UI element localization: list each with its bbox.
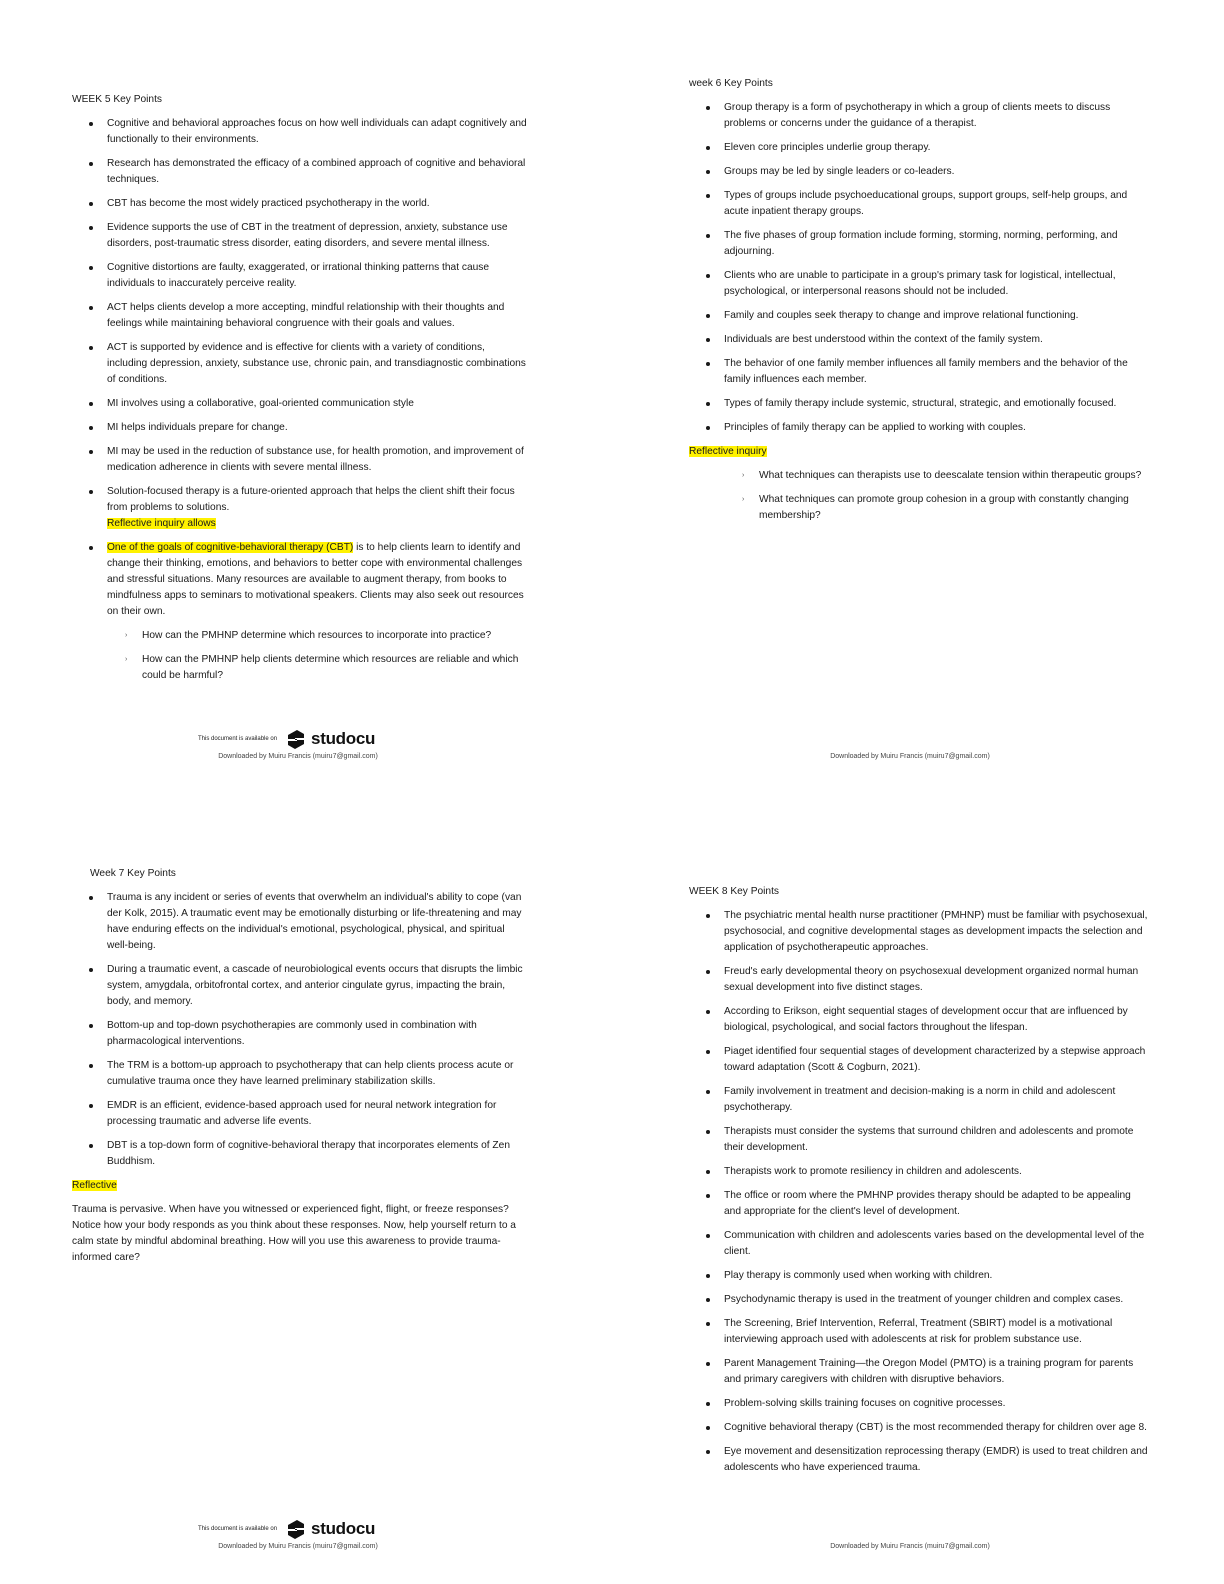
list-item bbox=[72, 1098, 527, 1130]
week5-content bbox=[72, 92, 527, 692]
key-point-text: Therapists work to promote resiliency in children and adolescents. bbox=[724, 1166, 1022, 1177]
key-point-text: MI involves using a collaborative, goal-oriented communication style bbox=[107, 398, 414, 409]
key-point-text: Groups may be led by single leaders or co-leaders. bbox=[724, 166, 955, 177]
goal-text: is to help clients learn to identify and change their thinking, emotions, and behaviors to better cope with environmental challenges and stressful situations. Many resources are available to augment therapy, from books to mindfulness apps to seminars to motivational speakers. Clients may also seek out resources on their own. bbox=[107, 542, 524, 617]
key-point-text: Types of family therapy include systemic, structural, strategic, and emotionally focused. bbox=[724, 398, 1117, 409]
key-point-text: CBT has become the most widely practiced psychotherapy in the world. bbox=[107, 198, 430, 209]
list-item bbox=[689, 1356, 1149, 1388]
bullet-icon bbox=[706, 1274, 710, 1278]
key-point-text: Psychodynamic therapy is used in the treatment of younger children and complex cases. bbox=[724, 1294, 1124, 1305]
key-point-text: The office or room where the PMHNP provides therapy should be adapted to be appealing and appropriate for the client's level of development. bbox=[724, 1190, 1131, 1217]
week7-reflective-text: Trauma is pervasive. When have you witnessed or experienced fight, flight, or freeze responses? Notice how your body responds as you think about these responses. Now, help yourself return to a calm state by mindful abdominal breathing. How will you use this awareness to provide trauma-informed care? bbox=[72, 1204, 516, 1263]
bullet-icon bbox=[706, 402, 710, 406]
week6-content bbox=[689, 76, 1149, 532]
studocu-banner[interactable] bbox=[198, 728, 375, 750]
sub-bullet-icon: › bbox=[125, 656, 128, 663]
bullet-icon bbox=[89, 266, 93, 270]
studocu-brand: studocu bbox=[311, 1519, 376, 1538]
key-point-text: Play therapy is commonly used when working with children. bbox=[724, 1270, 993, 1281]
list-item bbox=[689, 1164, 1149, 1180]
week6-key-points bbox=[689, 100, 1149, 436]
list-item bbox=[689, 1316, 1149, 1348]
bullet-icon bbox=[706, 274, 710, 278]
key-point-text: Eye movement and desensitization reprocessing therapy (EMDR) is used to treat children and adolescents who have experienced trauma. bbox=[724, 1446, 1148, 1473]
list-item bbox=[72, 340, 527, 388]
sub-bullet-icon: › bbox=[742, 496, 745, 503]
highlighted-text: Reflective bbox=[72, 1180, 117, 1191]
key-point-text: During a traumatic event, a cascade of neurobiological events occurs that disrupts the limbic system, amygdala, orbitofrontal cortex, and anterior cingulate gyrus, impacting the brain, body, and memory. bbox=[107, 964, 523, 1007]
list-item bbox=[72, 260, 527, 292]
week8-heading: WEEK 8 Key Points bbox=[689, 886, 780, 897]
key-point-text: Clients who are unable to participate in a group's primary task for logistical, intellectual, psychological, or interpersonal reasons should not be included. bbox=[724, 270, 1116, 297]
bullet-icon bbox=[89, 226, 93, 230]
list-item bbox=[72, 300, 527, 332]
week7-key-points bbox=[72, 890, 527, 1170]
bullet-icon bbox=[706, 1426, 710, 1430]
list-item bbox=[72, 1058, 527, 1090]
key-point-text: The behavior of one family member influences all family members and the behavior of the family influences each member. bbox=[724, 358, 1128, 385]
key-point-text: Cognitive and behavioral approaches focus on how well individuals can adapt cognitively and functionally to their environments. bbox=[107, 118, 527, 145]
week8-content bbox=[689, 884, 1149, 1484]
key-point-text: Cognitive behavioral therapy (CBT) is the most recommended therapy for children over age 8. bbox=[724, 1422, 1147, 1433]
downloaded-by-text: Downloaded by Muiru Francis (muiru7@gmail.com) bbox=[218, 1543, 378, 1550]
bullet-icon bbox=[706, 1130, 710, 1134]
bullet-icon bbox=[706, 970, 710, 974]
bullet-icon bbox=[706, 170, 710, 174]
bullet-icon bbox=[89, 1064, 93, 1068]
bullet-icon bbox=[706, 1450, 710, 1454]
sub-bullet-icon: › bbox=[742, 472, 745, 479]
key-point-text: Freud's early developmental theory on psychosexual development organized normal human sexual development into five distinct stages. bbox=[724, 966, 1139, 993]
bullet-icon bbox=[706, 1402, 710, 1406]
key-point-text: Family involvement in treatment and decision-making is a norm in child and adolescent psychotherapy. bbox=[724, 1086, 1116, 1113]
bullet-icon bbox=[89, 450, 93, 454]
list-item bbox=[689, 228, 1149, 260]
key-point-text: Group therapy is a form of psychotherapy in which a group of clients meets to discuss problems or concerns under the guidance of a therapist. bbox=[724, 102, 1111, 129]
question-text: What techniques can promote group cohesion in a group with constantly changing membership? bbox=[759, 494, 1129, 521]
key-point-text: Communication with children and adolescents varies based on the developmental level of the client. bbox=[724, 1230, 1145, 1257]
bullet-icon bbox=[706, 426, 710, 430]
bullet-icon bbox=[89, 346, 93, 350]
key-point-text: According to Erikson, eight sequential stages of development occur that are influenced by biological, psychological, and social factors throughout the lifespan. bbox=[724, 1006, 1128, 1033]
key-point-text: DBT is a top-down form of cognitive-behavioral therapy that incorporates elements of Zen Buddhism. bbox=[107, 1140, 510, 1167]
key-point-text: Types of groups include psychoeducational groups, support groups, self-help groups, and acute inpatient therapy groups. bbox=[724, 190, 1128, 217]
list-item bbox=[689, 908, 1149, 956]
key-point-text: Cognitive distortions are faulty, exaggerated, or irrational thinking patterns that cause individuals to inaccurately perceive reality. bbox=[107, 262, 490, 289]
bullet-icon bbox=[706, 106, 710, 110]
sub-bullet-icon: › bbox=[125, 632, 128, 639]
week7-content bbox=[72, 866, 527, 1266]
key-point-text: ACT is supported by evidence and is effective for clients with a variety of conditions, including depression, anxiety, substance use, chronic pain, and transdiagnostic combinations of conditions. bbox=[107, 342, 526, 385]
downloaded-by-text: Downloaded by Muiru Francis (muiru7@gmail.com) bbox=[830, 753, 990, 760]
list-item bbox=[689, 100, 1149, 132]
list-item bbox=[689, 1396, 1149, 1412]
list-item bbox=[72, 196, 527, 212]
list-item bbox=[689, 268, 1149, 300]
list-item bbox=[689, 332, 1149, 348]
list-item bbox=[689, 1188, 1149, 1220]
bullet-icon bbox=[89, 1104, 93, 1108]
list-item bbox=[689, 1228, 1149, 1260]
key-point-text: Research has demonstrated the efficacy of a combined approach of cognitive and behavioral techniques. bbox=[107, 158, 526, 185]
bullet-icon bbox=[706, 1010, 710, 1014]
list-item bbox=[72, 420, 527, 436]
list-item bbox=[72, 540, 527, 620]
bullet-icon bbox=[89, 490, 93, 494]
bullet-icon bbox=[706, 1298, 710, 1302]
studocu-banner[interactable] bbox=[198, 1518, 375, 1540]
highlighted-text: Reflective inquiry bbox=[689, 446, 767, 457]
list-item bbox=[689, 1004, 1149, 1036]
question-item bbox=[689, 468, 1149, 484]
list-item bbox=[72, 890, 527, 954]
key-point-text: Therapists must consider the systems that surround children and adolescents and promote their development. bbox=[724, 1126, 1134, 1153]
key-point-text: ACT helps clients develop a more accepting, mindful relationship with their thoughts and feelings while maintaining behavioral congruence with their goals and values. bbox=[107, 302, 505, 329]
list-item bbox=[689, 1044, 1149, 1076]
question-item bbox=[72, 652, 527, 684]
week8-key-points bbox=[689, 908, 1149, 1476]
studocu-brand: studocu bbox=[311, 729, 376, 748]
key-point-text: Trauma is any incident or series of events that overwhelm an individual's ability to cope (van der Kolk, 2015). A traumatic event may be emotionally disturbing or life-threatening and may have enduring effects on the individual's emotional, psychological, physical, and spiritual well-being. bbox=[107, 892, 522, 951]
bullet-icon bbox=[89, 202, 93, 206]
key-point-text: MI may be used in the reduction of substance use, for health promotion, and improvement of medication adherence in clients with severe mental illness. bbox=[107, 446, 524, 473]
highlighted-text: Reflective inquiry allows bbox=[107, 518, 216, 529]
list-item bbox=[689, 420, 1149, 436]
list-item bbox=[689, 1124, 1149, 1156]
question-text: How can the PMHNP determine which resources to incorporate into practice? bbox=[142, 630, 492, 641]
downloaded-by-text: Downloaded by Muiru Francis (muiru7@gmail.com) bbox=[218, 753, 378, 760]
list-item bbox=[689, 1420, 1149, 1436]
key-point-text: The TRM is a bottom-up approach to psychotherapy that can help clients process acute or cumulative trauma once they have learned preliminary stabilization skills. bbox=[107, 1060, 514, 1087]
week6-questions bbox=[689, 468, 1149, 524]
list-item bbox=[72, 444, 527, 476]
bullet-icon bbox=[89, 1144, 93, 1148]
week5-questions bbox=[72, 628, 527, 684]
bullet-icon bbox=[706, 314, 710, 318]
list-item bbox=[689, 308, 1149, 324]
bullet-icon bbox=[89, 426, 93, 430]
list-item bbox=[689, 188, 1149, 220]
key-point-text: Family and couples seek therapy to change and improve relational functioning. bbox=[724, 310, 1079, 321]
bullet-icon bbox=[706, 146, 710, 150]
key-point-text: MI helps individuals prepare for change. bbox=[107, 422, 288, 433]
bullet-icon bbox=[89, 968, 93, 972]
list-item bbox=[689, 396, 1149, 412]
bullet-icon bbox=[89, 402, 93, 406]
page-week-7 bbox=[0, 792, 612, 1584]
list-item bbox=[689, 1268, 1149, 1284]
bullet-icon bbox=[706, 1170, 710, 1174]
week5-goal-list bbox=[72, 540, 527, 620]
bullet-icon bbox=[706, 914, 710, 918]
question-item bbox=[72, 628, 527, 644]
list-item bbox=[72, 962, 527, 1010]
studocu-logo-icon bbox=[285, 728, 307, 750]
bullet-icon bbox=[706, 1194, 710, 1198]
list-item bbox=[689, 1292, 1149, 1308]
key-point-text: The psychiatric mental health nurse practitioner (PMHNP) must be familiar with psychosexual, psychosocial, and cognitive developmental stages as development impacts the selection and application of psychotherapeutic approaches. bbox=[724, 910, 1148, 953]
question-item bbox=[689, 492, 1149, 524]
page-week-6 bbox=[612, 0, 1224, 792]
bullet-icon bbox=[706, 1362, 710, 1366]
key-point-text: The Screening, Brief Intervention, Referral, Treatment (SBIRT) model is a motivational interviewing approach used with adolescents at risk for problem substance use. bbox=[724, 1318, 1113, 1345]
studocu-logo-icon bbox=[285, 1518, 307, 1540]
key-point-text: The five phases of group formation include forming, storming, norming, performing, and adjourning. bbox=[724, 230, 1118, 257]
key-point-text: Principles of family therapy can be applied to working with couples. bbox=[724, 422, 1026, 433]
list-item bbox=[72, 396, 527, 412]
week6-heading: week 6 Key Points bbox=[689, 78, 773, 89]
bullet-icon bbox=[89, 162, 93, 166]
key-point-text: Eleven core principles underlie group therapy. bbox=[724, 142, 931, 153]
list-item bbox=[72, 156, 527, 188]
key-point-text: Piaget identified four sequential stages of development characterized by a stepwise approach toward adaptation (Scott & Cogburn, 2021). bbox=[724, 1046, 1146, 1073]
week7-heading: Week 7 Key Points bbox=[90, 868, 176, 879]
list-item bbox=[72, 116, 527, 148]
bullet-icon bbox=[706, 1050, 710, 1054]
key-point-text: Bottom-up and top-down psychotherapies are commonly used in combination with pharmacological interventions. bbox=[107, 1020, 477, 1047]
bullet-icon bbox=[89, 1024, 93, 1028]
available-on-text: This document is available on bbox=[198, 1526, 278, 1532]
list-item bbox=[689, 1444, 1149, 1476]
key-point-text: Parent Management Training—the Oregon Model (PMTO) is a training program for parents and primary caregivers with children with disruptive behaviors. bbox=[724, 1358, 1134, 1385]
list-item bbox=[72, 1018, 527, 1050]
bullet-icon bbox=[89, 122, 93, 126]
key-point-text: Problem-solving skills training focuses on cognitive processes. bbox=[724, 1398, 1006, 1409]
week6-reflective-label bbox=[689, 444, 1149, 460]
question-text: How can the PMHNP help clients determine which resources are reliable and which could be harmful? bbox=[142, 654, 519, 681]
bullet-icon bbox=[89, 546, 93, 550]
week5-heading: WEEK 5 Key Points bbox=[72, 94, 163, 105]
bullet-icon bbox=[706, 234, 710, 238]
list-item bbox=[689, 140, 1149, 156]
highlighted-text: One of the goals of cognitive-behavioral therapy (CBT) bbox=[107, 542, 354, 553]
week5-reflective-label bbox=[107, 516, 527, 532]
bullet-icon bbox=[706, 362, 710, 366]
key-point-text: Solution-focused therapy is a future-oriented approach that helps the client shift their focus from problems to solutions. bbox=[107, 486, 515, 513]
available-on-text: This document is available on bbox=[198, 736, 278, 742]
bullet-icon bbox=[706, 194, 710, 198]
key-point-text: Individuals are best understood within the context of the family system. bbox=[724, 334, 1043, 345]
list-item bbox=[689, 1084, 1149, 1116]
week7-reflective-label bbox=[72, 1178, 527, 1194]
key-point-text: Evidence supports the use of CBT in the treatment of depression, anxiety, substance use disorders, post-traumatic stress disorder, eating disorders, and severe mental illness. bbox=[107, 222, 508, 249]
bullet-icon bbox=[89, 896, 93, 900]
list-item bbox=[72, 484, 527, 516]
list-item bbox=[689, 164, 1149, 180]
list-item bbox=[72, 1138, 527, 1170]
page-week-8 bbox=[612, 792, 1224, 1584]
bullet-icon bbox=[706, 1090, 710, 1094]
page-week-5 bbox=[0, 0, 612, 792]
bullet-icon bbox=[706, 1322, 710, 1326]
list-item bbox=[689, 356, 1149, 388]
list-item bbox=[72, 220, 527, 252]
bullet-icon bbox=[706, 338, 710, 342]
bullet-icon bbox=[89, 306, 93, 310]
downloaded-by-text: Downloaded by Muiru Francis (muiru7@gmail.com) bbox=[830, 1543, 990, 1550]
list-item bbox=[689, 964, 1149, 996]
key-point-text: EMDR is an efficient, evidence-based approach used for neural network integration for processing traumatic and adverse life events. bbox=[107, 1100, 497, 1127]
bullet-icon bbox=[706, 1234, 710, 1238]
question-text: What techniques can therapists use to deescalate tension within therapeutic groups? bbox=[759, 470, 1142, 481]
week5-key-points bbox=[72, 116, 527, 516]
